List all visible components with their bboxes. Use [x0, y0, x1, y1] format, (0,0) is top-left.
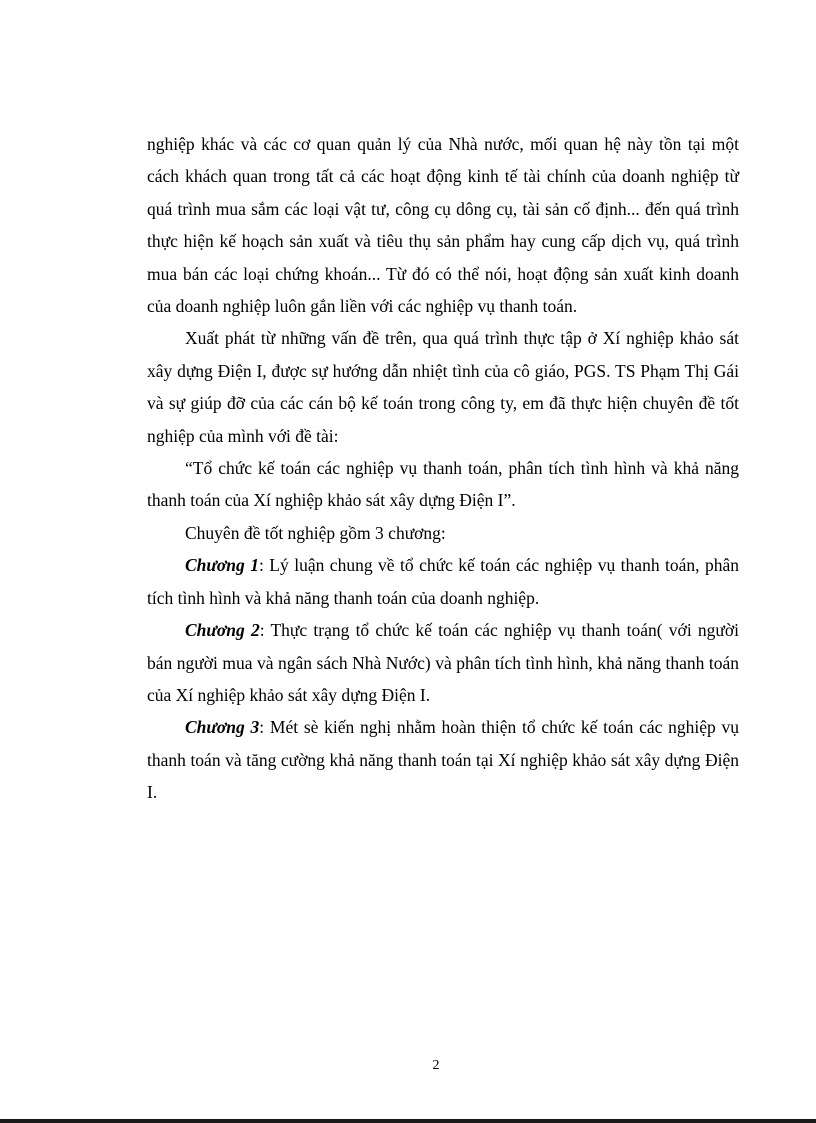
- chapter-3-description: : Mét sè kiến nghị nhằm hoàn thiện tổ chức kế toán các nghiệp vụ thanh toán và tăng cường khả năng thanh toán tại Xí nghiệp khảo sát xây dựng Điện I.: [147, 717, 739, 803]
- chapter-1-paragraph: [147, 549, 739, 614]
- chapter-1-description: : Lý luận chung về tổ chức kế toán các nghiệp vụ thanh toán, phân tích tình hình và khả năng thanh toán của doanh nghiệp.: [147, 555, 740, 608]
- body-text: [147, 128, 739, 809]
- paragraph-intro-continuation: nghiệp khác và các cơ quan quản lý của Nhà nước, mối quan hệ này tồn tại một cách khách quan trong tất cả các hoạt động kinh tế tài chính của doanh nghiệp từ quá trình mua sắm các loại vật tư, công cụ dông cụ, tài sản cố định... đến quá trình thực hiện kế hoạch sản xuất và tiêu thụ sản phẩm hay cung cấp dịch vụ, quá trình mua bán các loại chứng khoán... Từ đó có thể nói, hoạt động sản xuất kinh doanh của doanh nghiệp luôn gắn liền với các nghiệp vụ thanh toán.: [147, 134, 739, 317]
- paragraph-structure-intro: Chuyên đề tốt nghiệp gồm 3 chương:: [185, 522, 446, 543]
- paragraph-background: Xuất phát từ những vấn đề trên, qua quá trình thực tập ở Xí nghiệp khảo sát xây dựng Điện I, được sự hướng dẫn nhiệt tình của cô giáo, PGS. TS Phạm Thị Gái và sự giúp đỡ của các cán bộ kế toán trong công ty, em đã thực hiện chuyên đề tốt nghiệp của mình với đề tài:: [147, 328, 739, 446]
- page-number: 2: [432, 1058, 440, 1073]
- chapter-1-label: Chương 1: [185, 555, 259, 576]
- chapter-2-label: Chương 2: [185, 620, 260, 641]
- paragraph-thesis-title: “Tổ chức kế toán các nghiệp vụ thanh toán, phân tích tình hình và khả năng thanh toán của Xí nghiệp khảo sát xây dựng Điện I”.: [147, 458, 739, 511]
- chapter-3-label: Chương 3: [185, 717, 260, 738]
- chapter-2-description: : Thực trạng tổ chức kế toán các nghiệp vụ thanh toán( với người bán người mua và ngân sách Nhà Nước) và phân tích tình hình, khả năng thanh toán của Xí nghiệp khảo sát xây dựng Điện I.: [147, 620, 739, 705]
- chapter-2-paragraph: [147, 614, 739, 711]
- chapter-3-paragraph: [147, 711, 739, 808]
- page-bottom-border: [0, 1119, 816, 1123]
